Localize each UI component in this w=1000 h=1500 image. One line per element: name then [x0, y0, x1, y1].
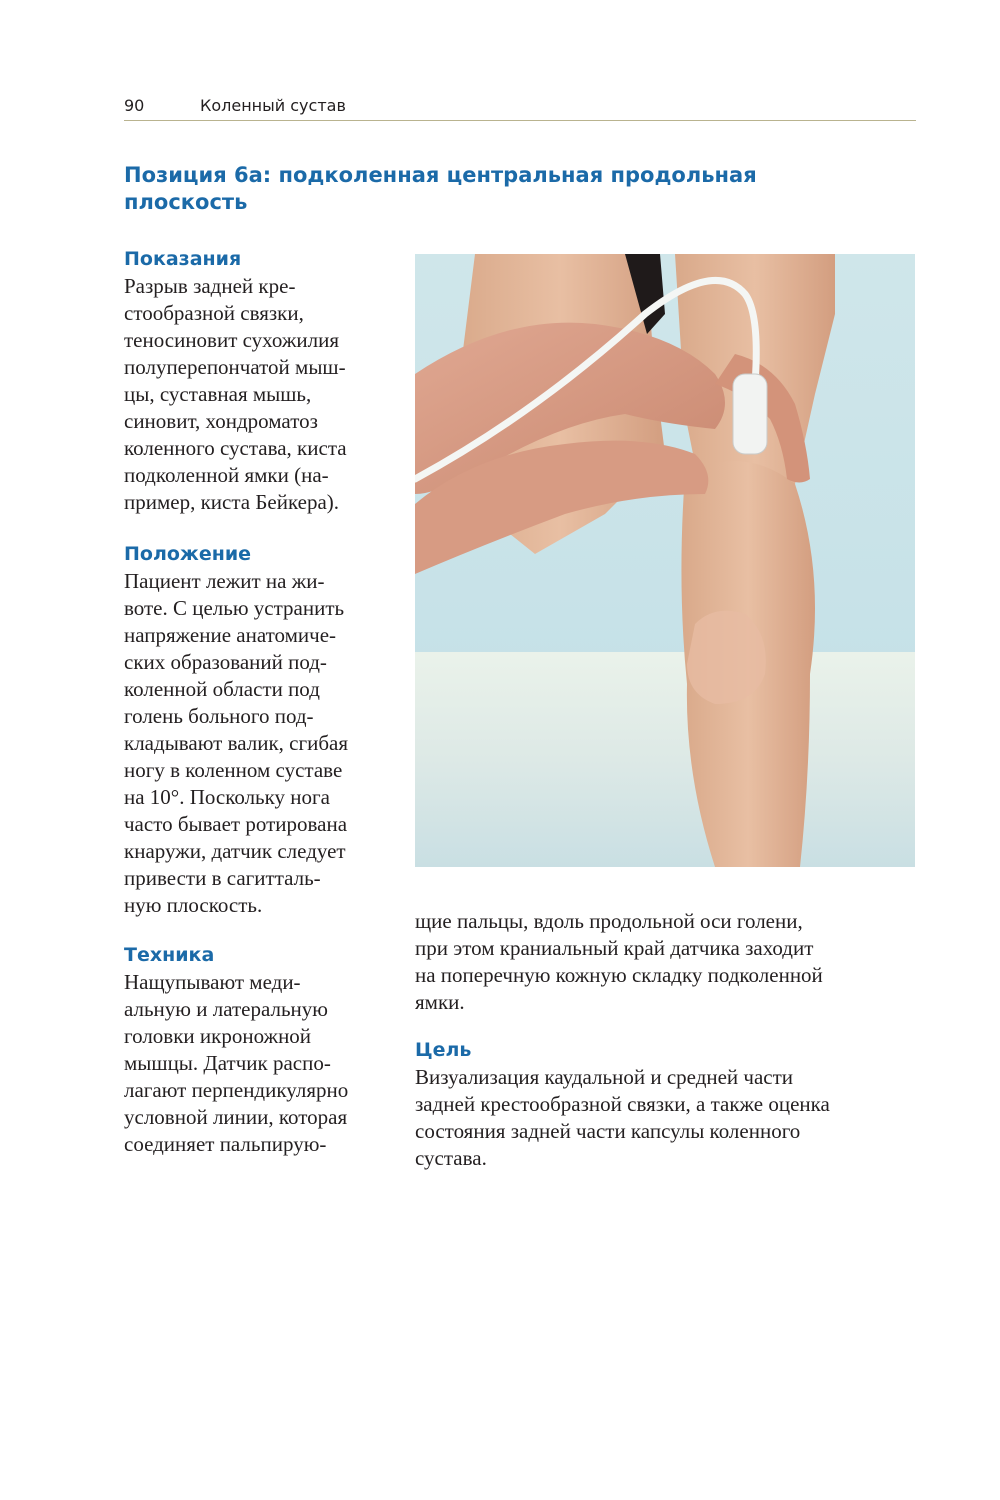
technique-text-continued: щие пальцы, вдоль продольной оси голени, при этом краниальный край датчика заходит на поперечную кожную складку подколенной ямки.: [415, 909, 823, 1014]
position-heading: Положение: [124, 543, 252, 565]
technique-text: Нащупывают меди- альную и латеральную головки икроножной мышцы. Датчик распо- лагают перпендикулярно условной линии, которая соединяет пальпирую-: [124, 970, 349, 1156]
page-number: 90: [124, 96, 145, 115]
indications-heading: Показания: [124, 248, 242, 270]
photo-illustration: [415, 254, 915, 867]
running-head: [124, 92, 916, 121]
indications-text: Разрыв задней кре- стообразной связки, теносиновит сухожилия полуперепончатой мыш- цы, суставная мышь, синовит, хондроматоз коленного сустава, киста подколенной ямки (на- пример, киста Бейкера).: [124, 274, 347, 514]
goal-heading: Цель: [415, 1039, 472, 1061]
page-title: Позиция 6a: подколенная центральная продольная плоскость: [124, 163, 757, 214]
position-text: Пациент лежит на жи- воте. С целью устранить напряжение анатомиче- ских образований под- коленной области под голень больного под- кладывают валик, сгибая ногу в коленном суставе на 10°. Поскольку нога часто бывает ротирована кнаружи, датчик следует привести в сагитталь- ную плоскость.: [124, 569, 348, 917]
right-column: [415, 908, 920, 1172]
goal-text: Визуализация каудальной и средней части задней крестообразной связки, а также оценка состояния задней части капсулы коленного сустава.: [415, 1065, 830, 1170]
ultrasound-position-photo: [415, 254, 915, 867]
chapter-title: Коленный сустав: [200, 96, 346, 115]
left-column: [124, 247, 394, 1158]
technique-heading: Техника: [124, 944, 215, 966]
